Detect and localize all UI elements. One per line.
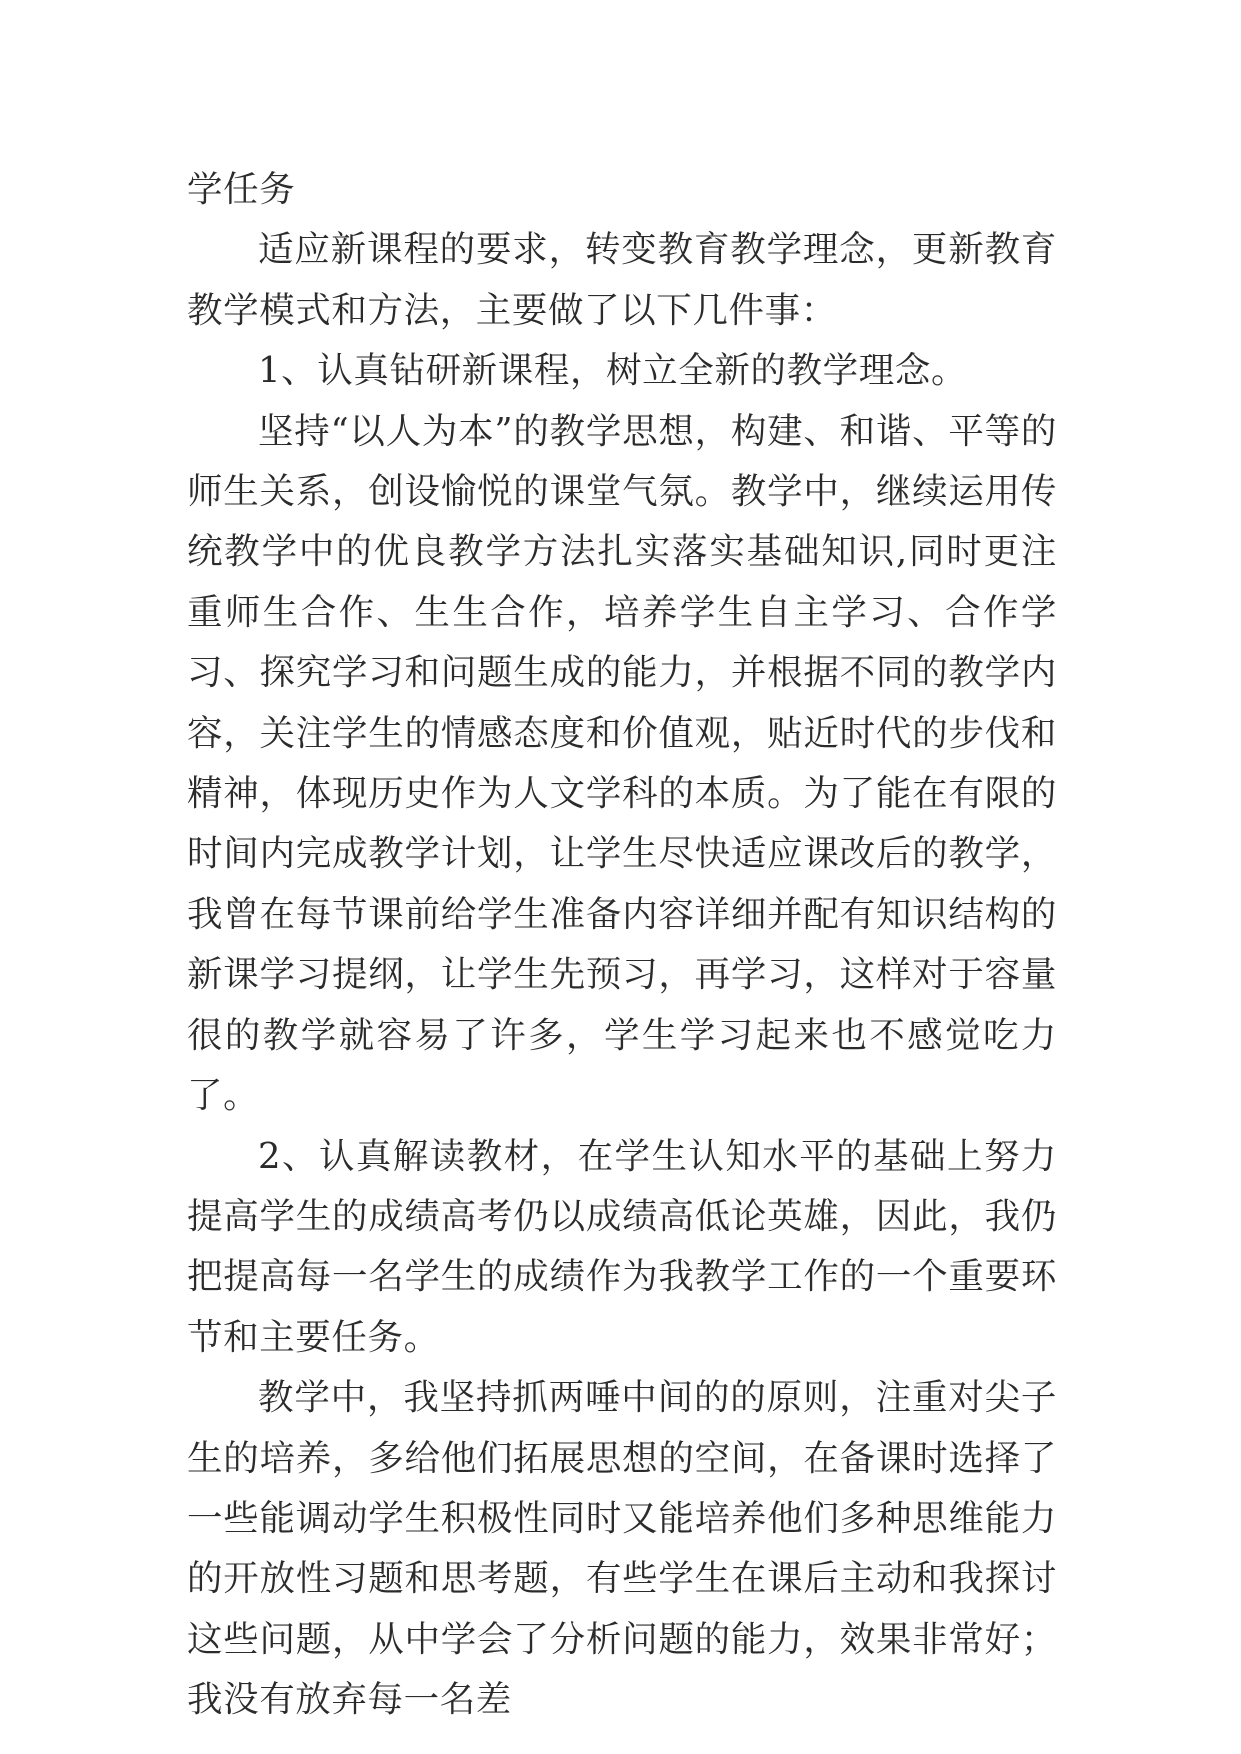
paragraph-body-2: 教学中，我坚持抓两唾中间的的原则，注重对尖子生的培养，多给他们拓展思想的空间，在备课时选择了一些能调动学生积极性同时又能培养他们多种思维能力的开放性习题和思考题，有些学生在课后主动和我探讨这些问题，从中学会了分析问题的能力，效果非常好；我没有放弃每一名差 — [187, 1377, 1057, 1721]
paragraph-heading-2: 2、认真解读教材，在学生认知水平的基础上努力提高学生的成绩高考仍以成绩高低论英雄，因此，我仍把提高每一名学生的成绩作为我教学工作的一个重要环节和主要任务。 — [187, 1135, 1057, 1358]
paragraph-heading-1: 1、认真钻研新课程，树立全新的教学理念。 — [258, 350, 968, 392]
paragraph-continuation: 学任务 — [187, 169, 296, 210]
document-body — [187, 160, 1057, 1731]
paragraph-body-1: 坚持“以人为本”的教学思想，构建、和谐、平等的师生关系，创设愉悦的课堂气氛。教学中，继续运用传统教学中的优良教学方法扎实落实基础知识,同时更注重师生合作、生生合作，培养学生自主学习、合作学习、探究学习和问题生成的能力，并根据不同的教学内容，关注学生的情感态度和价值观，贴近时代的步伐和精神，体现历史作为人文学科的本质。为了能在有限的时间内完成教学计划，让学生尽快适应课改后的教学，我曾在每节课前给学生准备内容详细并配有知识结构的新课学习提纲，让学生先预习，再学习，这样对于容量很的教学就容易了许多，学生学习起来也不感觉吃力了。 — [187, 410, 1057, 1117]
paragraph-intro: 适应新课程的要求，转变教育教学理念，更新教育教学模式和方法，主要做了以下几件事： — [187, 229, 1057, 331]
